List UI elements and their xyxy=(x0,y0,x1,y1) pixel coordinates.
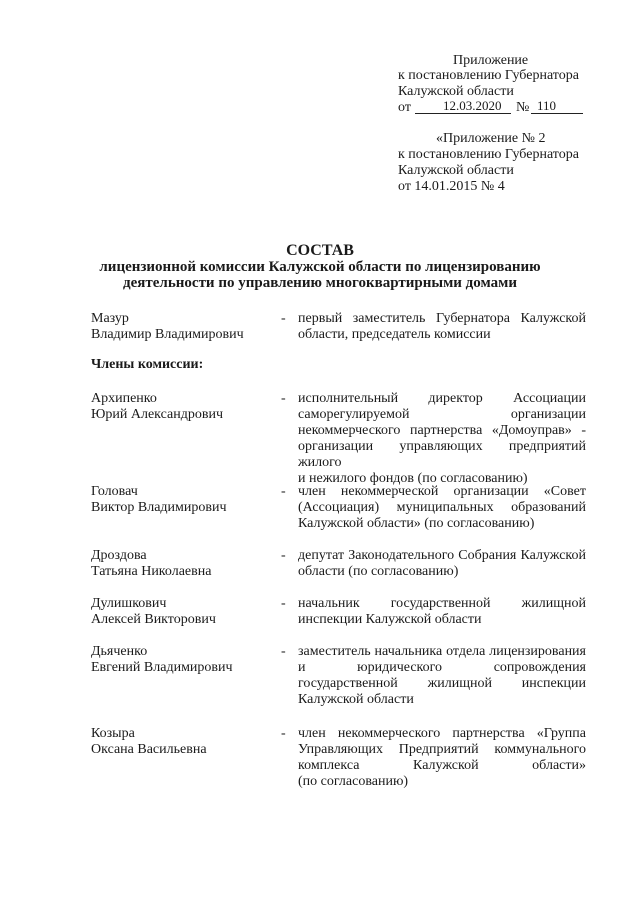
decree-date: 12.03.2020 xyxy=(443,98,502,113)
member-dash: - xyxy=(281,548,286,563)
member-position-line: государственной жилищной инспекции xyxy=(298,676,586,691)
chair-person xyxy=(91,311,281,343)
member-position-line: Управляющих Предприятий коммунального xyxy=(298,742,586,757)
member-position-line: и юридического сопровождения xyxy=(298,660,586,675)
member-position xyxy=(298,548,586,580)
prior-appendix-label: «Приложение № 2 xyxy=(436,131,546,146)
chair-position-line: области, председатель комиссии xyxy=(298,327,491,342)
member-given-names: Оксана Васильевна xyxy=(91,742,207,757)
member-person xyxy=(91,484,281,516)
document-heading: СОСТАВ xyxy=(286,242,354,259)
member-position-line: (по согласованию) xyxy=(298,774,409,789)
member-person xyxy=(91,391,281,423)
member-position-line: (Ассоциация) муниципальных образований xyxy=(298,500,586,515)
member-position-line: депутат Законодательного Собрания Калужской xyxy=(298,548,586,563)
member-position-line: организации управляющих предприятий жилого xyxy=(298,439,586,470)
document-subtitle-line-2: деятельности по управлению многоквартирными домами xyxy=(123,275,517,291)
member-position-line: саморегулируемой организации xyxy=(298,407,586,422)
member-dash: - xyxy=(281,391,286,406)
member-surname: Дроздова xyxy=(91,548,147,563)
member-person xyxy=(91,548,281,580)
member-position-line: некоммерческого партнерства «Домоуправ» - xyxy=(298,423,586,438)
member-position xyxy=(298,484,586,532)
decree-number: 110 xyxy=(537,98,557,113)
appendix-label: Приложение xyxy=(453,53,529,68)
member-surname: Козыра xyxy=(91,726,135,741)
member-person xyxy=(91,644,281,676)
member-position-line: области (по согласованию) xyxy=(298,564,459,579)
chair-dash: - xyxy=(281,311,286,326)
member-position-line: начальник государственной жилищной xyxy=(298,596,586,611)
prior-decree-reference: к постановлению Губернатора xyxy=(398,147,579,162)
member-given-names: Юрий Александрович xyxy=(91,407,223,422)
member-position xyxy=(298,644,586,708)
member-person xyxy=(91,726,281,758)
member-position-line: член некоммерческого партнерства «Группа xyxy=(298,726,586,741)
chair-position xyxy=(298,311,586,343)
member-dash: - xyxy=(281,726,286,741)
member-surname: Дьяченко xyxy=(91,644,148,659)
member-position-line: исполнительный директор Ассоциации xyxy=(298,391,586,406)
number-label: № xyxy=(516,100,530,115)
chair-surname: Мазур xyxy=(91,311,129,326)
member-given-names: Евгений Владимирович xyxy=(91,660,233,675)
member-position-line: член некоммерческой организации «Совет xyxy=(298,484,586,499)
member-surname: Дулишкович xyxy=(91,596,167,611)
prior-region-label: Калужской области xyxy=(398,163,514,178)
chair-position-line: первый заместитель Губернатора Калужской xyxy=(298,311,586,326)
member-position-line: Калужской области» (по согласованию) xyxy=(298,516,535,531)
member-given-names: Татьяна Николаевна xyxy=(91,564,212,579)
member-given-names: Алексей Викторович xyxy=(91,612,216,627)
members-heading: Члены комиссии: xyxy=(91,357,204,372)
member-surname: Головач xyxy=(91,484,138,499)
member-dash: - xyxy=(281,644,286,659)
member-position xyxy=(298,596,586,628)
from-label: от xyxy=(398,100,411,115)
member-surname: Архипенко xyxy=(91,391,157,406)
member-dash: - xyxy=(281,484,286,499)
member-position xyxy=(298,391,586,487)
member-position-line: комплекса Калужской области» xyxy=(298,758,586,773)
chair-given-names: Владимир Владимирович xyxy=(91,327,244,342)
member-position-line: и нежилого фондов (по согласованию) xyxy=(298,471,528,486)
member-person xyxy=(91,596,281,628)
region-label: Калужской области xyxy=(398,84,514,99)
member-position xyxy=(298,726,586,790)
prior-decree-date: от 14.01.2015 № 4 xyxy=(398,179,505,194)
member-dash: - xyxy=(281,596,286,611)
member-given-names: Виктор Владимирович xyxy=(91,500,227,515)
member-position-line: инспекции Калужской области xyxy=(298,612,482,627)
document-subtitle-line-1: лицензионной комиссии Калужской области по лицензированию xyxy=(99,259,541,275)
decree-reference: к постановлению Губернатора xyxy=(398,68,579,83)
member-position-line: Калужской области xyxy=(298,692,414,707)
member-position-line: заместитель начальника отдела лицензирования xyxy=(298,644,586,659)
